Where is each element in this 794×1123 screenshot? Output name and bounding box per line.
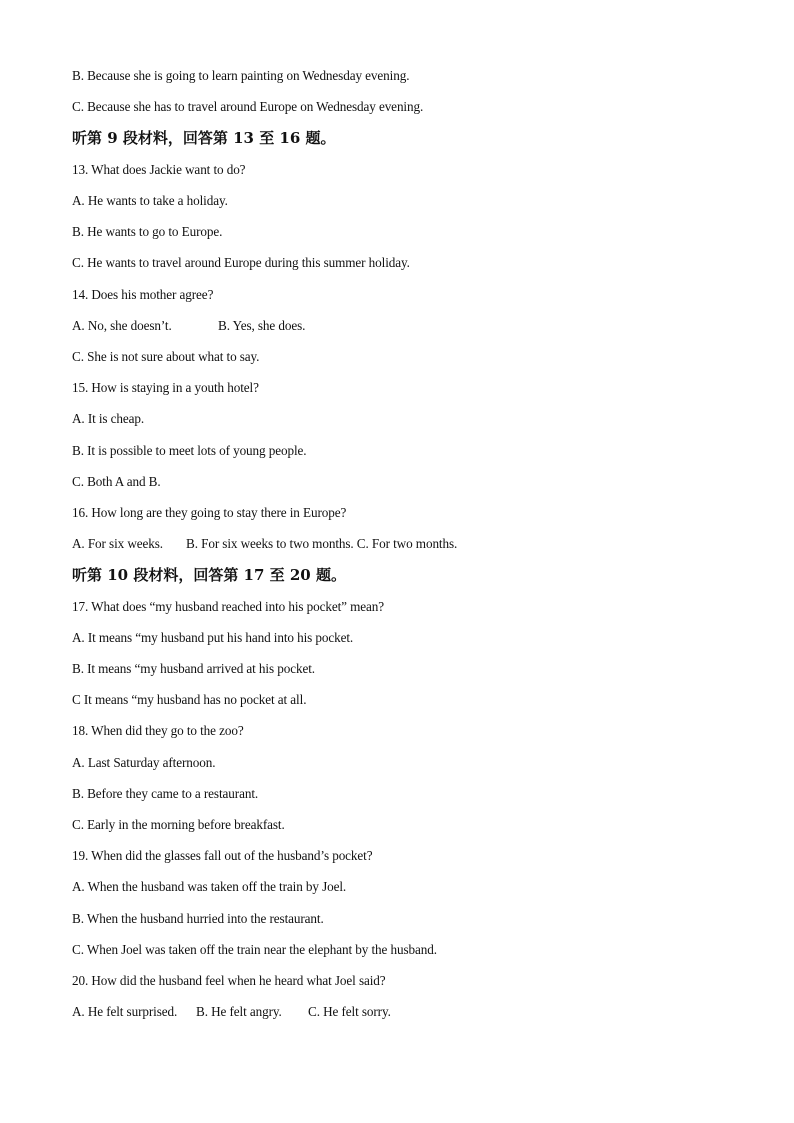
- question-line: [72, 973, 386, 989]
- option-line: [72, 942, 437, 958]
- line-text: C. Early in the morning before breakfast.: [72, 817, 285, 832]
- heading-text: 听第 10 段材料，回答第 17 至 20 题。: [72, 566, 346, 584]
- option-line: [72, 255, 410, 271]
- option-line: [72, 817, 285, 833]
- line-text: 15. How is staying in a youth hotel?: [72, 380, 259, 395]
- option-line: [72, 661, 315, 677]
- line-text: C. When Joel was taken off the train near the elephant by the husband.: [72, 942, 437, 957]
- option-line: [72, 630, 353, 646]
- option-line: [72, 318, 305, 334]
- line-text: 16. How long are they going to stay there in Europe?: [72, 505, 347, 520]
- line-text: C It means “my husband has no pocket at all.: [72, 692, 307, 707]
- option-line: [72, 443, 307, 459]
- section-heading: [72, 566, 346, 584]
- line-text: B. He wants to go to Europe.: [72, 224, 223, 239]
- line-text: B. Yes, she does.: [218, 318, 306, 333]
- line-text: B. Before they came to a restaurant.: [72, 786, 259, 801]
- option-line: [72, 692, 306, 708]
- line-text: C. Both A and B.: [72, 474, 161, 489]
- line-text: 18. When did they go to the zoo?: [72, 723, 244, 738]
- option-line: [72, 755, 215, 771]
- question-line: [72, 380, 259, 396]
- heading-text: 听第 9 段材料，回答第 13 至 16 题。: [72, 129, 336, 147]
- line-text: C. He felt sorry.: [308, 1004, 391, 1019]
- question-line: [72, 848, 373, 864]
- option-line: [72, 1004, 391, 1020]
- line-text: A. No, she doesn’t.: [72, 318, 172, 333]
- line-text: 17. What does “my husband reached into his pocket” mean?: [72, 599, 385, 614]
- option-line: [72, 193, 228, 209]
- line-text: 19. When did the glasses fall out of the husband’s pocket?: [72, 848, 373, 863]
- question-line: [72, 599, 384, 615]
- line-text: A. It is cheap.: [72, 411, 145, 426]
- line-text: C. Because she has to travel around Europe on Wednesday evening.: [72, 99, 424, 114]
- option-line: [72, 99, 423, 115]
- line-text: 13. What does Jackie want to do?: [72, 162, 246, 177]
- question-line: [72, 505, 346, 521]
- line-text: C. She is not sure about what to say.: [72, 349, 260, 364]
- option-line: [72, 879, 346, 895]
- question-line: [72, 287, 213, 303]
- line-text: B. It is possible to meet lots of young people.: [72, 443, 307, 458]
- line-text: A. Last Saturday afternoon.: [72, 755, 216, 770]
- line-text: 14. Does his mother agree?: [72, 287, 214, 302]
- line-text: C. He wants to travel around Europe during this summer holiday.: [72, 255, 410, 270]
- line-text: A. It means “my husband put his hand into his pocket.: [72, 630, 354, 645]
- option-line: [72, 536, 457, 552]
- section-heading: [72, 129, 336, 147]
- line-text: A. For six weeks.: [72, 536, 163, 551]
- option-line: [72, 349, 259, 365]
- line-text: B. Because she is going to learn painting on Wednesday evening.: [72, 68, 410, 83]
- line-text: B. For six weeks to two months. C. For two months.: [186, 536, 458, 551]
- line-text: A. When the husband was taken off the train by Joel.: [72, 879, 347, 894]
- question-line: [72, 162, 245, 178]
- option-line: [72, 474, 161, 490]
- line-text: 20. How did the husband feel when he heard what Joel said?: [72, 973, 386, 988]
- option-line: [72, 911, 324, 927]
- option-line: [72, 786, 258, 802]
- line-text: A. He wants to take a holiday.: [72, 193, 228, 208]
- line-text: A. He felt surprised.: [72, 1004, 178, 1019]
- question-line: [72, 723, 244, 739]
- line-text: B. It means “my husband arrived at his pocket.: [72, 661, 315, 676]
- line-text: B. He felt angry.: [196, 1004, 282, 1019]
- option-line: [72, 411, 144, 427]
- option-line: [72, 68, 409, 84]
- line-text: B. When the husband hurried into the restaurant.: [72, 911, 324, 926]
- option-line: [72, 224, 222, 240]
